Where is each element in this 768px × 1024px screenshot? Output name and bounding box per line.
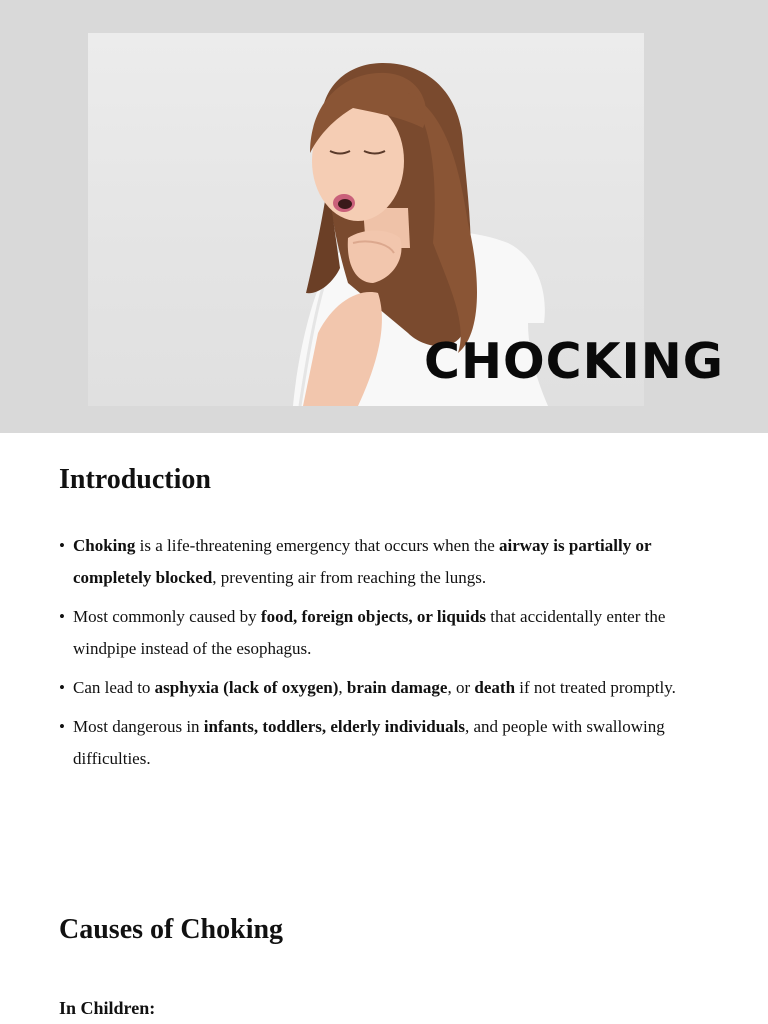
text-run: is a life-threatening emergency that occurs when the [135, 536, 499, 555]
text-run: Most commonly caused by [73, 607, 261, 626]
list-item [59, 711, 719, 775]
bold-text: Choking [73, 536, 136, 555]
bold-text: death [474, 678, 516, 697]
text-run: Most dangerous in [73, 717, 204, 736]
bold-text: asphyxia (lack of oxygen) [154, 678, 339, 697]
bold-text: airway is partially or completely blocked [73, 536, 652, 587]
bold-text: infants, toddlers, elderly individuals [203, 717, 465, 736]
hero-banner [0, 0, 768, 433]
introduction-list [59, 530, 719, 782]
text-run: , and people with swallowing difficulties. [73, 717, 665, 768]
text-run: if not treated promptly. [515, 678, 676, 697]
in-children-subheading: In Children: [59, 998, 156, 1018]
text-run: , preventing air from reaching the lungs. [212, 568, 487, 587]
introduction-heading: Introduction [59, 464, 211, 495]
causes-heading: Causes of Choking [59, 914, 284, 945]
list-item [59, 672, 719, 704]
list-item [59, 530, 719, 594]
text-run: Can lead to [73, 678, 155, 697]
bold-text: food, foreign objects, or liquids [260, 607, 487, 626]
bold-text: brain damage [346, 678, 448, 697]
hero-title: CHOCKING [424, 333, 725, 390]
text-run: that accidentally enter the windpipe instead of the esophagus. [73, 607, 666, 658]
text-run: , or [447, 678, 475, 697]
list-item [59, 601, 719, 665]
text-run: , [338, 678, 347, 697]
